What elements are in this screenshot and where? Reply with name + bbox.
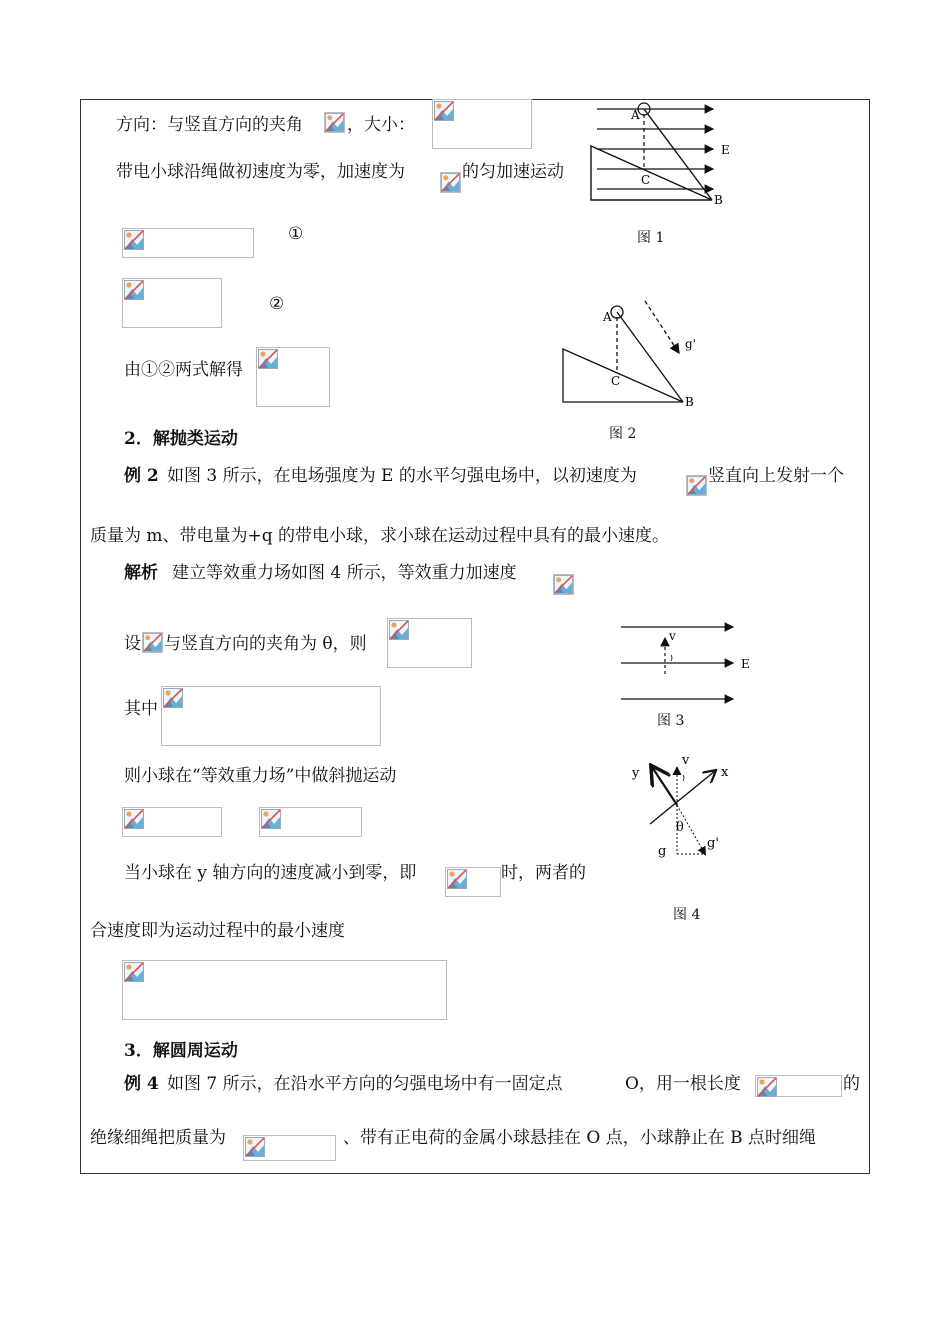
- section-heading-2: 2．解抛类运动: [124, 429, 238, 449]
- analysis-text: 建立等效重力场如图 4 所示，等效重力加速度: [172, 563, 517, 583]
- broken-image-icon: [440, 172, 461, 193]
- fig2-label-c: C: [611, 374, 621, 388]
- example-4-text-de: 的: [843, 1074, 860, 1094]
- example-4-label: 例 4: [124, 1074, 159, 1094]
- example-2-text: 如图 3 所示，在电场强度为 E 的水平匀强电场中，以初速度为: [167, 466, 637, 486]
- example-4-text-line2-cont: 、带有正电荷的金属小球悬挂在 O 点，小球静止在 B 点时细绳: [343, 1128, 817, 1148]
- analysis-label: 解析: [124, 563, 158, 583]
- fig3-label-v: v: [669, 629, 676, 643]
- equation-number-1: ①: [288, 224, 304, 244]
- text-uniform-accel: 的匀加速运动: [462, 162, 564, 182]
- formula-image: [243, 1135, 336, 1161]
- text-where: 其中: [124, 699, 158, 719]
- text-let: 设: [124, 634, 141, 654]
- broken-image-icon: [553, 574, 574, 595]
- broken-image-icon: [686, 475, 707, 496]
- formula-image: [432, 99, 532, 149]
- fig4-label-v: v: [682, 753, 690, 768]
- fig1-label-e: E: [721, 143, 730, 157]
- text-projectile: 则小球在“等效重力场”中做斜抛运动: [124, 766, 397, 786]
- figure-1-caption: 图 1: [637, 230, 665, 246]
- figure-2-caption: 图 2: [609, 426, 637, 442]
- fig2-label-g: g': [685, 337, 696, 351]
- fig2-label-a: A: [603, 310, 612, 324]
- figure-2: [555, 298, 715, 413]
- broken-image-icon: [324, 112, 345, 133]
- formula-image: [755, 1075, 842, 1097]
- example-4-text: 如图 7 所示，在沿水平方向的匀强电场中有一固定点: [167, 1074, 563, 1094]
- fig4-label-g-prime: g': [707, 836, 719, 851]
- figure-4: [625, 750, 745, 865]
- fig4-label-y: y: [632, 766, 640, 781]
- formula-image: [387, 618, 472, 668]
- example-4-text-o: O，用一根长度: [625, 1074, 741, 1094]
- text-both: 时，两者的: [501, 863, 586, 883]
- fig1-label-c: C: [641, 173, 651, 187]
- fig4-label-g: g: [658, 844, 667, 859]
- text-min-speed: 合速度即为运动过程中的最小速度: [90, 921, 345, 941]
- figure-1: [585, 100, 745, 250]
- figure-4-caption: 图 4: [673, 907, 701, 923]
- formula-image: [122, 960, 447, 1020]
- fig1-label-b: B: [714, 193, 723, 207]
- fig1-label-a: A: [631, 108, 640, 122]
- fig3-label-e: E: [741, 657, 750, 671]
- fig4-label-theta: θ: [676, 820, 684, 835]
- text-angle: 与竖直方向的夹角为 θ，则: [164, 634, 367, 654]
- figure-3-caption: 图 3: [657, 713, 685, 729]
- equation-image-2: [122, 278, 222, 328]
- text-y-velocity: 当小球在 y 轴方向的速度减小到零，即: [124, 863, 417, 883]
- formula-image: [256, 347, 330, 407]
- formula-image: [259, 807, 362, 837]
- formula-image: [161, 686, 381, 746]
- text-magnitude: ，大小：: [347, 115, 415, 135]
- text-direction: 方向：与竖直方向的夹角: [116, 115, 303, 135]
- formula-image: [445, 867, 501, 897]
- section-heading-3: 3．解圆周运动: [124, 1041, 238, 1061]
- fig4-label-x: x: [721, 765, 729, 780]
- example-2-text-line2: 质量为 m、带电量为+q 的带电小球，求小球在运动过程中具有的最小速度。: [90, 526, 670, 546]
- text-solve: 由①②两式解得: [124, 360, 243, 380]
- example-2-label: 例 2: [124, 466, 159, 486]
- equation-image-1: [122, 228, 254, 258]
- formula-image: [122, 807, 222, 837]
- broken-image-icon: [142, 632, 163, 653]
- equation-number-2: ②: [269, 294, 285, 314]
- figure-3: [615, 618, 765, 713]
- fig2-label-b: B: [685, 395, 694, 409]
- example-2-text-cont: 竖直向上发射一个: [708, 466, 844, 486]
- text-acceleration: 带电小球沿绳做初速度为零，加速度为: [116, 162, 405, 182]
- example-4-text-line2: 绝缘细绳把质量为: [90, 1128, 226, 1148]
